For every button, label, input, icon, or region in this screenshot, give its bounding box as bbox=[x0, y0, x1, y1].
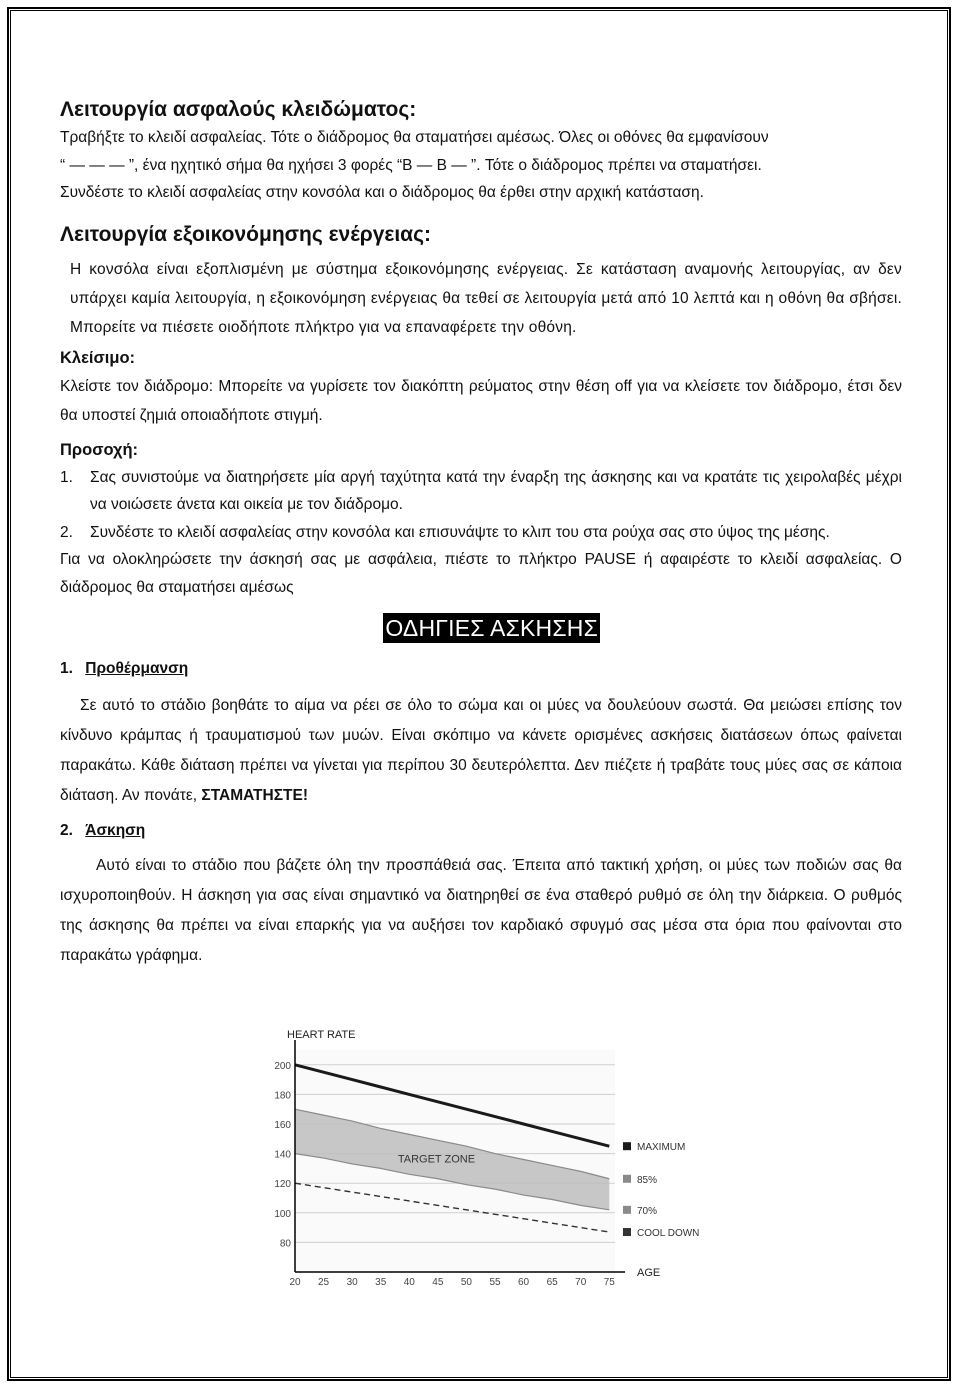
y-tick-label: 180 bbox=[274, 1090, 291, 1102]
heart-rate-chart bbox=[250, 1028, 740, 1290]
target-zone-label: TARGET ZONE bbox=[397, 1153, 476, 1166]
closing-text: Κλείστε τον διάδρομο: Μπορείτε να γυρίσετε τον διακόπτη ρεύματος στην θέση off για να κλείσετε τον διάδρομο, έτσι δεν θα υποστεί ζημιά οποιαδήποτε στιγμή. bbox=[60, 377, 902, 424]
warmup-body: Σε αυτό το στάδιο βοηθάτε το αίμα να ρέει σε όλο το σώμα και οι μύες να δουλεύουν σωστά. Θα μειώσει επίσης τον κίνδυνο κράμπας ή τραυματισμού των μυών. Είναι σκόπιμο να κάνετε ορισμένες ασκήσεις διατάσεων όπως φαίνεται παρακάτω. Κάθε διάταση πρέπει να γίνεται για περίπου 30 δευτερόλεπτα. Δεν πιέζετε ή τραβάτε τους μύες σας σε κάποια διάταση. Αν πονάτε, bbox=[60, 697, 902, 804]
warmup-num: 1. bbox=[60, 660, 73, 677]
warmup-emphasis: ΣΤΑΜΑΤΗΣΤΕ! bbox=[201, 787, 308, 804]
x-tick-label: 45 bbox=[432, 1277, 444, 1288]
attention-title: Προσοχή: bbox=[60, 440, 139, 459]
safety-lock-line-3: Συνδέστε το κλειδί ασφαλείας στην κονσόλα και ο διάδρομος θα έρθει στην αρχική κατάσταση. bbox=[60, 184, 704, 201]
legend-swatch-2 bbox=[623, 1206, 631, 1214]
legend-label-0: MAXIMUM bbox=[637, 1142, 686, 1154]
closing-title: Κλείσιμο: bbox=[60, 348, 136, 367]
x-tick-label: 25 bbox=[318, 1277, 330, 1288]
legend-label-3: COOL DOWN bbox=[637, 1228, 700, 1240]
warmup-heading bbox=[60, 655, 902, 683]
x-tick-label: 60 bbox=[518, 1277, 530, 1288]
x-tick-label: 30 bbox=[346, 1277, 358, 1288]
x-tick-label: 70 bbox=[575, 1277, 587, 1288]
y-tick-label: 120 bbox=[274, 1179, 291, 1191]
exercise-title: ΟΔΗΓΙΕΣ ΑΣΚΗΣΗΣ bbox=[385, 615, 598, 641]
exercise-title-wrap bbox=[60, 613, 902, 643]
x-tick-label: 35 bbox=[375, 1277, 387, 1288]
y-tick-label: 100 bbox=[274, 1208, 291, 1220]
x-tick-label: 50 bbox=[460, 1277, 472, 1288]
energy-saving-text: Η κονσόλα είναι εξοπλισμένη με σύστημα εξοικονόμησης ενέργειας. Σε κατάσταση αναμονής λειτουργίας, αν δεν υπάρχει καμία λειτουργία, η εξοικονόμηση ενέργειας θα τεθεί σε λειτουργία μετά από 10 λεπτά και η οθόνη θα σβήσει. Μπορείτε να πιέσετε οιοδήποτε πλήκτρο για να επαναφέρετε την οθόνη. bbox=[70, 260, 902, 336]
legend-swatch-0 bbox=[623, 1142, 631, 1150]
safety-lock-line-2: “ — — — ”, ένα ηχητικό σήμα θα ηχήσει 3 φορές “B — B — ”. Τότε ο διάδρομος πρέπει να σταματήσει. bbox=[60, 156, 762, 174]
x-tick-label: 40 bbox=[403, 1277, 415, 1288]
y-tick-label: 140 bbox=[274, 1149, 291, 1161]
attention-item-1 bbox=[60, 464, 902, 519]
attention-item-1-num: 1. bbox=[60, 468, 73, 486]
x-tick-label: 55 bbox=[489, 1277, 501, 1288]
workout-num: 2. bbox=[60, 822, 73, 839]
y-tick-label: 80 bbox=[279, 1238, 291, 1250]
warmup-title: Προθέρμανση bbox=[85, 660, 189, 677]
workout-title: Άσκηση bbox=[85, 822, 146, 839]
safety-lock-line-1: Τραβήξτε το κλειδί ασφαλείας. Τότε ο διάδρομος θα σταματήσει αμέσως. Όλες οι οθόνες θα εμφανίσουν bbox=[60, 129, 769, 146]
workout-text: Αυτό είναι το στάδιο που βάζετε όλη την προσπάθειά σας. Έπειτα από τακτική χρήση, οι μύες των ποδιών σας θα ισχυροποιηθούν. Η άσκηση για σας είναι σημαντικό να διατηρηθεί σε ένα σταθερό ρυθμό σε όλη την διάρκεια. Ο ρυθμός της άσκησης θα πρέπει να είναι επαρκής για να αυξήσει τον καρδιακό σφυγμό σας μέσα στα όρια που φαίνονται στο παρακάτω γράφημα. bbox=[60, 857, 902, 964]
chart-plot bbox=[274, 1029, 699, 1288]
safety-lock-title: Λειτουργία ασφαλούς κλειδώματος: bbox=[60, 98, 417, 121]
legend-swatch-3 bbox=[623, 1228, 631, 1236]
y-tick-label: 200 bbox=[274, 1060, 291, 1072]
attention-item-2 bbox=[60, 519, 902, 547]
attention-item-2-num: 2. bbox=[60, 523, 73, 541]
warmup-text bbox=[60, 691, 902, 811]
x-tick-label: 75 bbox=[603, 1277, 615, 1288]
x-tick-label: 20 bbox=[289, 1277, 301, 1288]
attention-item-2-text: Συνδέστε το κλειδί ασφαλείας στην κονσόλα και επισυνάψτε το κλιπ του στα ρούχα σας στο ύψος της μέσης. bbox=[90, 523, 830, 541]
y-tick-label: 160 bbox=[274, 1120, 291, 1131]
workout-heading bbox=[60, 817, 902, 845]
energy-saving-title: Λειτουργία εξοικονόμησης ενέργειας: bbox=[60, 222, 432, 246]
y-axis-label: HEART RATE bbox=[287, 1029, 356, 1041]
attention-footer: Για να ολοκληρώσετε την άσκησή σας με ασφάλεια, πιέστε το πλήκτρο PAUSE ή αφαιρέστε το κλειδί ασφαλείας. Ο διάδρομος θα σταματήσει αμέσως bbox=[60, 551, 902, 596]
document-body bbox=[60, 96, 902, 971]
legend-label-2: 70% bbox=[637, 1205, 658, 1217]
x-axis-label: AGE bbox=[637, 1267, 661, 1279]
x-tick-label: 65 bbox=[546, 1277, 558, 1288]
attention-item-1-text: Σας συνιστούμε να διατηρήσετε μία αργή ταχύτητα κατά την έναρξη της άσκησης και να κρατάτε τις χειρολαβές μέχρι να νοιώσετε άνετα και οικεία με τον διάδρομο. bbox=[90, 468, 902, 513]
legend-label-1: 85% bbox=[637, 1174, 658, 1186]
legend-swatch-1 bbox=[623, 1175, 631, 1183]
